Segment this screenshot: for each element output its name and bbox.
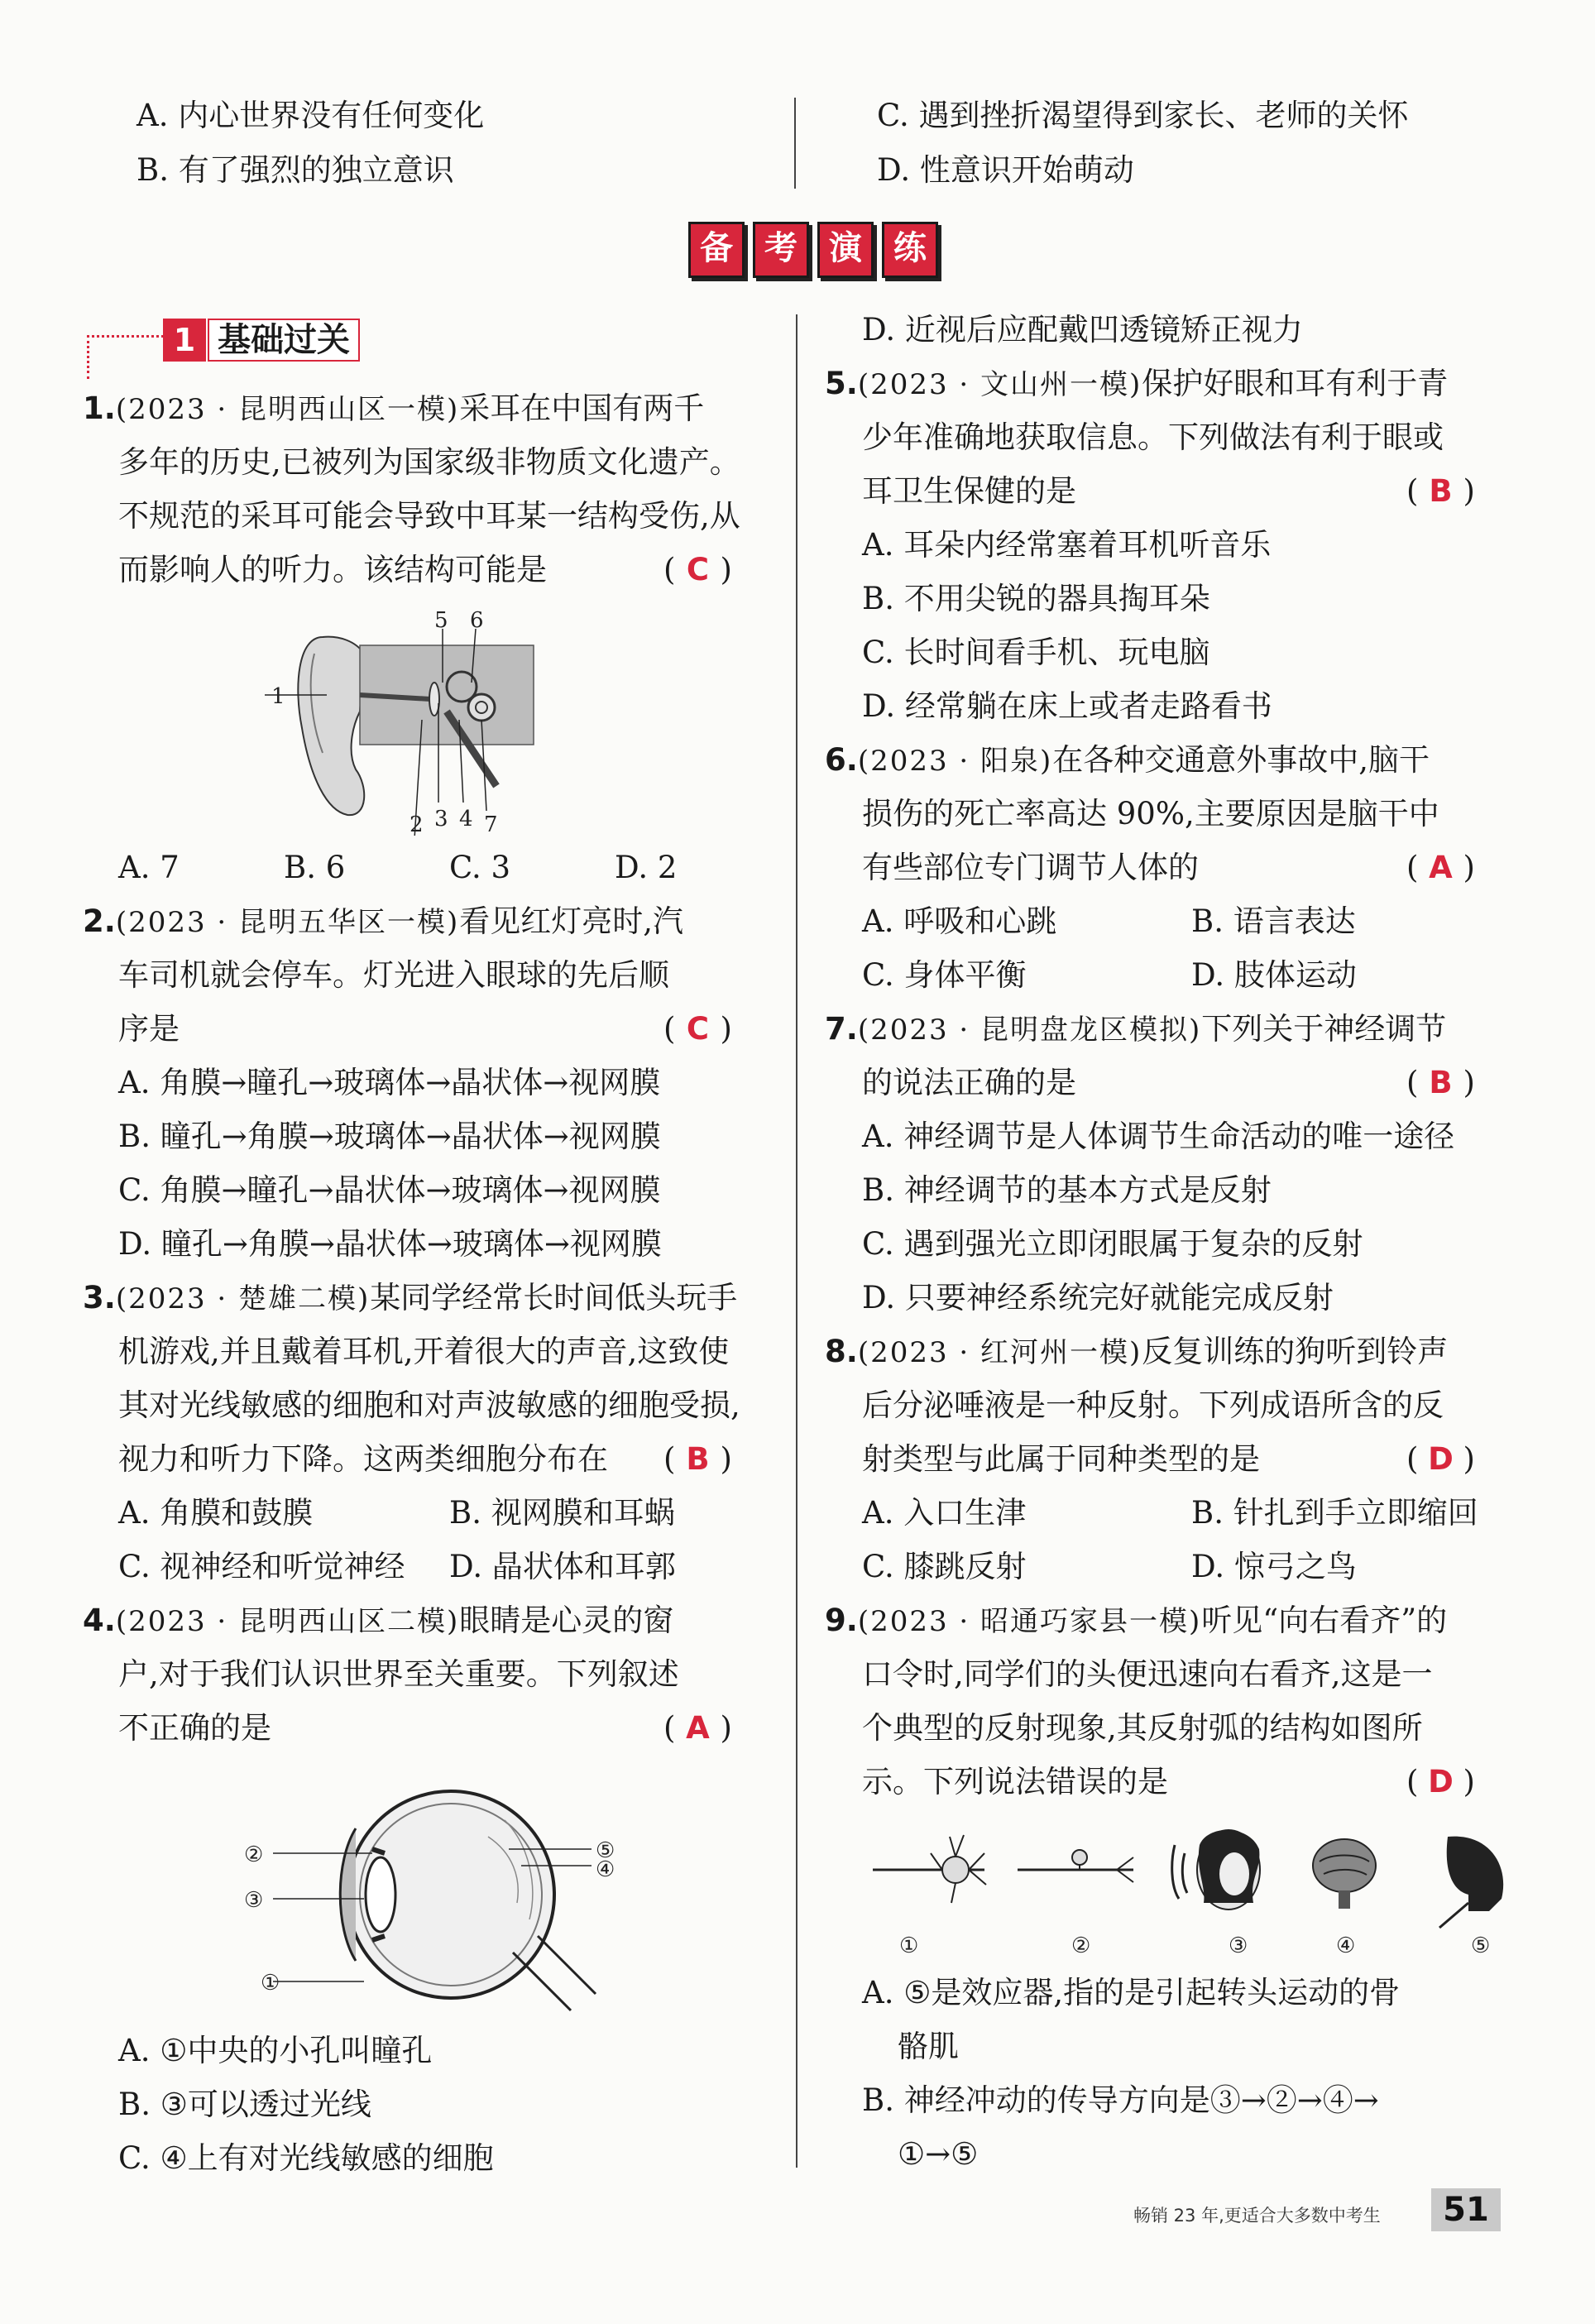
q1-option-a: A. 7 (118, 850, 180, 885)
q5-option-b: B. 不用尖锐的器具掏耳朵 (862, 581, 1210, 616)
dotted-corner (87, 335, 164, 379)
q8-line2: 后分泌唾液是一种反射。下列成语所含的反 (862, 1387, 1444, 1423)
q1-line2: 多年的历史,已被列为国家级非物质文化遗产。 (118, 444, 740, 480)
q9-source: (2023 · 昭通巧家县一模) (857, 1605, 1202, 1638)
q3-answer-box: ( B ) (663, 1440, 732, 1479)
q3-option-b: B. 视网膜和耳蜗 (449, 1495, 675, 1531)
q9-answer: D (1428, 1764, 1454, 1799)
q5-text: 保护好眼和耳有利于青 (1142, 366, 1449, 401)
q4-line2: 户,对于我们认识世界至关重要。下列叙述 (118, 1656, 679, 1692)
reflex-label: ① (899, 1933, 919, 1958)
ear-label: 2 (410, 812, 424, 837)
q7-number: 7. (825, 1011, 858, 1047)
page-number: 51 (1431, 2188, 1501, 2231)
q6-line2: 损伤的死亡率高达 90%,主要原因是脑干中 (862, 796, 1439, 831)
q4-line1 (83, 1601, 673, 1641)
banner-char: 演 (817, 222, 874, 278)
q4-source: (2023 · 昆明西山区二模) (115, 1605, 460, 1638)
eye-label: ① (261, 1971, 280, 1996)
reflex-label: ② (1071, 1933, 1091, 1958)
ear-label: 1 (271, 684, 285, 709)
section-banner (688, 222, 938, 278)
q7-option-c: C. 遇到强光立即闭眼属于复杂的反射 (862, 1226, 1363, 1262)
reflex-label: ③ (1229, 1933, 1248, 1958)
q9-line2: 口令时,同学们的头便迅速向右看齐,这是一 (862, 1656, 1433, 1692)
q3-line2: 机游戏,并且戴着耳机,开着很大的声音,这致使 (118, 1334, 730, 1369)
q1-option-d: D. 2 (615, 850, 678, 885)
q1-option-c: C. 3 (449, 850, 511, 885)
q8-option-d: D. 惊弓之鸟 (1191, 1549, 1357, 1584)
q4-option-c: C. ④上有对光线敏感的细胞 (118, 2140, 494, 2176)
q5-option-c: C. 长时间看手机、玩电脑 (862, 635, 1210, 670)
q7-option-d: D. 只要神经系统完好就能完成反射 (862, 1280, 1334, 1315)
q7-option-b: B. 神经调节的基本方式是反射 (862, 1172, 1272, 1208)
section-number: 1 (163, 319, 206, 362)
q6-option-d: D. 肢体运动 (1191, 957, 1357, 993)
q3-source: (2023 · 楚雄二模) (115, 1282, 371, 1315)
q8-answer: D (1428, 1441, 1454, 1477)
q6-answer: A (1429, 850, 1453, 885)
q1-text: 采耳在中国有两千 (459, 391, 705, 426)
brain-icon (1313, 1839, 1376, 1909)
section-label: 基础过关 (208, 319, 360, 362)
q4-option-d: D. 近视后应配戴凹透镜矫正视力 (862, 312, 1303, 347)
q5-number: 5. (825, 366, 858, 401)
q5-answer: B (1429, 473, 1453, 509)
q6-text: 在各种交通意外事故中,脑干 (1052, 742, 1430, 778)
q7-option-a: A. 神经调节是人体调节生命活动的唯一途径 (862, 1119, 1455, 1154)
reflex-arc-figure (860, 1820, 1522, 1961)
q9-option-a-line1: A. ⑤是效应器,指的是引起转头运动的骨 (862, 1975, 1401, 2010)
q7-line1 (825, 1009, 1446, 1050)
q2-line2: 车司机就会停车。灯光进入眼球的先后顺 (118, 957, 669, 993)
q4-text: 眼睛是心灵的窗 (459, 1603, 674, 1638)
q2-option-c: C. 角膜→瞳孔→晶状体→玻璃体→视网膜 (118, 1172, 661, 1208)
head-turned-icon (1439, 1837, 1503, 1928)
q6-source: (2023 · 阳泉) (857, 745, 1053, 778)
q4-number: 4. (83, 1603, 116, 1638)
q9-number: 9. (825, 1603, 858, 1638)
q4-line3: 不正确的是 (118, 1710, 271, 1746)
q5-line3: 耳卫生保健的是 (862, 473, 1076, 509)
q3-answer: B (686, 1441, 710, 1477)
q5-option-a: A. 耳朵内经常塞着耳机听音乐 (862, 527, 1272, 563)
banner-char: 备 (688, 222, 745, 278)
q4-option-b: B. ③可以透过光线 (118, 2087, 371, 2122)
q9-option-b-line1: B. 神经冲动的传导方向是③→②→④→ (862, 2082, 1379, 2118)
reflex-label: ⑤ (1471, 1933, 1491, 1958)
eye-figure (240, 1771, 637, 2019)
q1-line1 (83, 389, 704, 429)
q5-line1 (825, 364, 1448, 405)
q3-number: 3. (83, 1280, 116, 1315)
q8-answer-box: ( D ) (1406, 1440, 1475, 1479)
q4-option-a: A. ①中央的小孔叫瞳孔 (118, 2033, 433, 2068)
q1-option-b: B. 6 (284, 850, 346, 885)
q2-answer-box: ( C ) (663, 1009, 732, 1049)
top-option-d: D. 性意识开始萌动 (877, 152, 1134, 188)
q6-line3: 有些部位专门调节人体的 (862, 850, 1199, 885)
q9-line3: 个典型的反射现象,其反射弧的结构如图所 (862, 1710, 1423, 1746)
ear-label: 6 (470, 608, 484, 633)
sensory-neuron-icon (1018, 1850, 1133, 1882)
q8-source: (2023 · 红河州一模) (857, 1336, 1142, 1369)
q3-line1 (83, 1278, 737, 1319)
q9-option-a-line2: 骼肌 (898, 2029, 959, 2064)
q1-answer: C (686, 552, 710, 587)
head-ear-icon (1172, 1830, 1260, 1910)
q2-option-d: D. 瞳孔→角膜→晶状体→玻璃体→视网膜 (118, 1226, 662, 1262)
ear-label: 7 (484, 812, 498, 837)
q2-line3: 序是 (118, 1011, 180, 1047)
q8-text: 反复训练的狗听到铃声 (1142, 1334, 1449, 1369)
q8-line3: 射类型与此属于同种类型的是 (862, 1441, 1260, 1477)
q1-line3: 不规范的采耳可能会导致中耳某一结构受伤,从 (118, 498, 740, 534)
q8-line1 (825, 1332, 1448, 1373)
q8-number: 8. (825, 1334, 858, 1369)
top-option-c: C. 遇到挫折渴望得到家长、老师的关怀 (877, 98, 1409, 133)
ear-label: 3 (434, 807, 448, 831)
footer-slogan: 畅销 23 年,更适合大多数中考生 (1133, 2206, 1381, 2226)
q9-answer-box: ( D ) (1406, 1762, 1475, 1802)
q5-line2: 少年准确地获取信息。下列做法有利于眼或 (862, 419, 1444, 455)
q8-option-b: B. 针扎到手立即缩回 (1191, 1495, 1478, 1531)
q7-line2: 的说法正确的是 (862, 1065, 1076, 1100)
q1-number: 1. (83, 391, 116, 426)
q1-line4: 而影响人的听力。该结构可能是 (118, 552, 547, 587)
q6-option-c: C. 身体平衡 (862, 957, 1027, 993)
q3-option-d: D. 晶状体和耳郭 (449, 1549, 676, 1584)
eye-label: ④ (596, 1857, 615, 1882)
q3-option-c: C. 视神经和听觉神经 (118, 1549, 405, 1584)
q7-source: (2023 · 昆明盘龙区模拟) (857, 1013, 1202, 1047)
ear-label: 4 (459, 807, 473, 831)
q6-number: 6. (825, 742, 858, 778)
eye-label: ③ (244, 1888, 264, 1913)
q6-answer-box: ( A ) (1406, 848, 1475, 888)
q7-text: 下列关于神经调节 (1201, 1011, 1447, 1047)
banner-char: 练 (882, 222, 938, 278)
q2-number: 2. (83, 903, 116, 939)
q5-source: (2023 · 文山州一模) (857, 368, 1142, 401)
q2-line1 (83, 902, 683, 942)
q2-answer: C (686, 1011, 710, 1047)
q6-option-a: A. 呼吸和心跳 (862, 903, 1057, 939)
q8-option-a: A. 入口生津 (862, 1495, 1027, 1531)
q4-answer-box: ( A ) (663, 1708, 732, 1748)
q9-option-b-line2: ①→⑤ (898, 2136, 979, 2172)
eye-label: ⑤ (596, 1838, 615, 1863)
q3-line3: 其对光线敏感的细胞和对声波敏感的细胞受损, (118, 1387, 740, 1423)
q5-option-d: D. 经常躺在床上或者走路看书 (862, 688, 1272, 724)
column-divider (796, 314, 798, 2168)
q9-text: 听见“向右看齐”的 (1201, 1603, 1448, 1638)
q3-text: 某同学经常长时间低头玩手 (370, 1280, 738, 1315)
q9-line1 (825, 1601, 1447, 1641)
banner-char: 考 (753, 222, 809, 278)
q4-answer: A (686, 1710, 710, 1746)
top-divider (794, 98, 796, 189)
ear-label: 5 (434, 608, 448, 633)
q7-answer: B (1429, 1065, 1453, 1100)
q8-option-c: C. 膝跳反射 (862, 1549, 1027, 1584)
top-option-b: B. 有了强烈的独立意识 (137, 152, 454, 188)
reflex-label: ④ (1336, 1933, 1356, 1958)
top-option-a: A. 内心世界没有任何变化 (137, 98, 485, 133)
q9-line4: 示。下列说法错误的是 (862, 1764, 1168, 1799)
neuron-icon (873, 1835, 986, 1903)
q6-option-b: B. 语言表达 (1191, 903, 1356, 939)
eye-label: ② (244, 1842, 264, 1867)
q7-answer-box: ( B ) (1406, 1063, 1475, 1103)
q1-answer-box: ( C ) (663, 550, 732, 590)
q1-source: (2023 · 昆明西山区一模) (115, 393, 460, 426)
ear-figure-labels (248, 604, 629, 860)
q6-line1 (825, 740, 1430, 781)
q3-option-a: A. 角膜和鼓膜 (118, 1495, 314, 1531)
q2-option-b: B. 瞳孔→角膜→玻璃体→晶状体→视网膜 (118, 1119, 661, 1154)
q2-option-a: A. 角膜→瞳孔→玻璃体→晶状体→视网膜 (118, 1065, 661, 1100)
q5-answer-box: ( B ) (1406, 472, 1475, 511)
q2-source: (2023 · 昆明五华区一模) (115, 906, 460, 939)
q3-line4: 视力和听力下降。这两类细胞分布在 (118, 1441, 608, 1477)
q2-text: 看见红灯亮时,汽 (459, 903, 684, 939)
